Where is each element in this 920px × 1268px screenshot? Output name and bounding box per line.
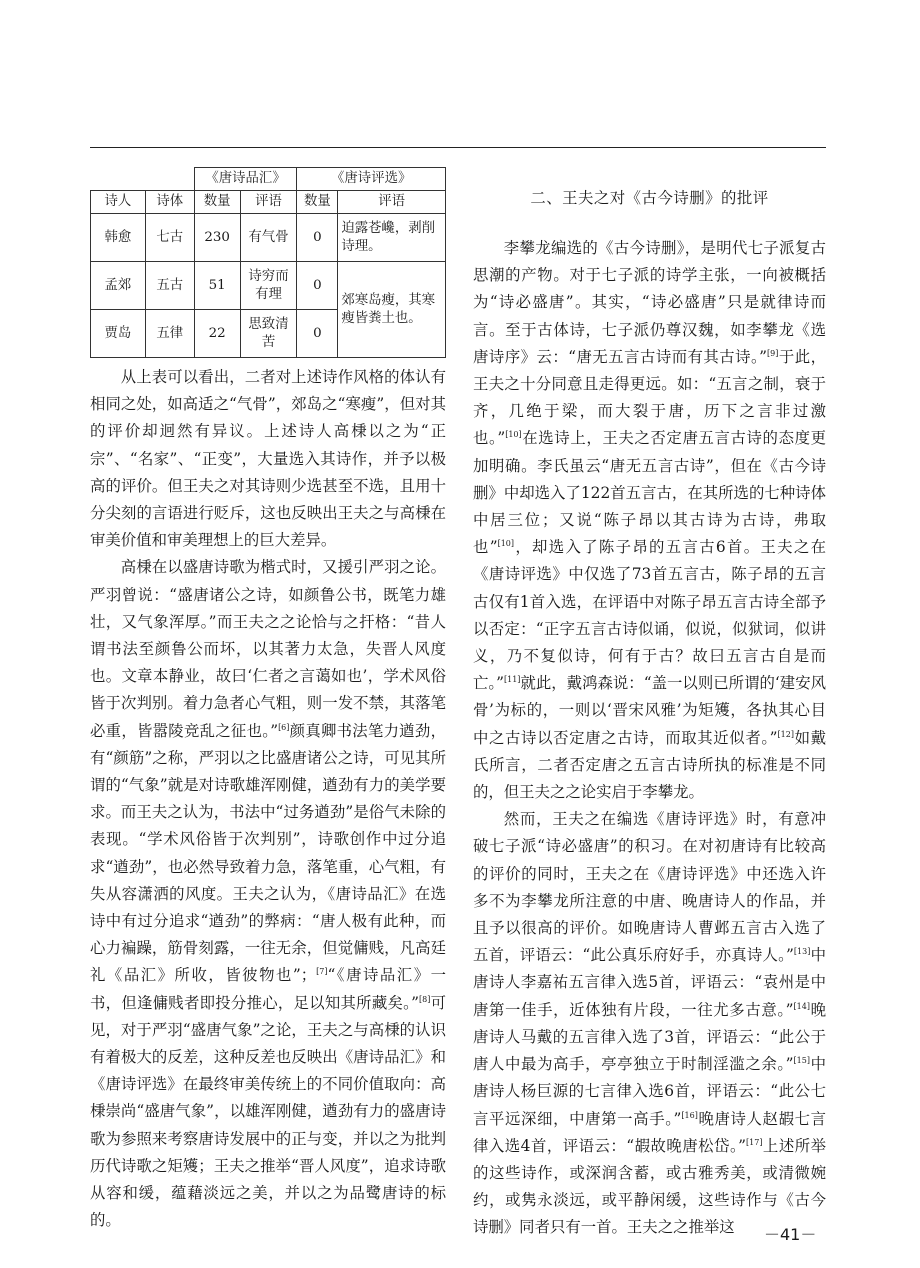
paragraph: 高棅在以盛唐诗歌为楷式时，又援引严羽之论。严羽曾说：“盛唐诸公之诗，如颜鲁公书，既笔力雄壮，又气象浑厚。”而王夫之之论恰与之扞格：“昔人谓书法至颜鲁公而坏，以其著力太急，失晋人风度也。文章本静业，故曰‘仁者之言蔼如也’，学术风俗皆于次判别。着力急者心气粗，则一发不禁，其落笔必重，皆嚣陵竞乱之征也。”[6]颜真卿书法笔力遒劲，有“颜筋”之称，严羽以之比盛唐诸公之诗，可见其所谓的“气象”就是对诗歌雄浑刚健，遒劲有力的美学要求。而王夫之认为，书法中“过务遒劲”是俗气未除的表现。“学术风俗皆于次判别”，诗歌创作中过分追求“遒劲”，也必然导致着力急，落笔重，心气粗，有失从容潇洒的风度。王夫之认为，《唐诗品汇》在选诗中有过分追求“遒劲”的弊病：“唐人极有此种，而心力褊躁，筋骨刻露，一往无余，但觉傭贱，凡高廷礼《品汇》所收，皆彼物也”；[7]“《唐诗品汇》一书，但逢傭贱者即投分推心，足以知其所藏矣。”[8]可见，对于严羽“盛唐气象”之论，王夫之与高棅的认识有着极大的反差，这种反差也反映出《唐诗品汇》和《唐诗评选》在最终审美传统上的不同价值取向：高棅崇尚“盛唐气象”，以雄浑刚健，遒劲有力的盛唐诗歌为参照来考察唐诗发展中的正与变，并以之为批判历代诗歌之矩矱；王夫之推举“晋人风度”，追求诗歌从容和缓，蕴藉淡远之美，并以之为品鹭唐诗的标的。 — [90, 558, 446, 1230]
column-header: 数量 — [194, 191, 240, 214]
table-cell: 有气骨 — [240, 214, 297, 262]
table-cell: 思致清苦 — [240, 310, 297, 358]
table-column-header-row — [91, 191, 446, 214]
citation-marker: [13] — [793, 947, 811, 957]
table-cell: 韩愈 — [91, 214, 146, 262]
group-header-pinhui: 《唐诗品汇》 — [194, 168, 297, 191]
table-cell: 孟郊 — [91, 262, 146, 310]
right-column — [473, 235, 826, 1242]
comparison-table — [90, 167, 446, 358]
citation-marker: [11] — [504, 675, 521, 685]
column-header: 评语 — [338, 191, 446, 214]
header-rule — [90, 147, 826, 148]
paragraph: 从上表可以看出，二者对上述诗作风格的体认有相同之处，如高适之“气骨”，郊岛之“寒瘦”，但对其的评价却迥然有异议。上述诗人高棅以之为“正宗”、“名家”、“正变”，大量选入其诗作，并予以极高的评价。但王夫之对其诗则少选甚至不选，且用十分尖刻的言语进行贬斥，这也反映出王夫之与高棅在审美价值和审美理想上的巨大差异。 — [90, 368, 446, 550]
left-column — [90, 364, 446, 1235]
citation-marker: [10] — [497, 539, 515, 549]
table-cell: 贾岛 — [91, 310, 146, 358]
citation-marker: [10] — [505, 430, 522, 440]
page-number: －41－ — [764, 1225, 817, 1244]
table-cell: 230 — [194, 214, 240, 262]
table-cell: 五律 — [145, 310, 194, 358]
table-row — [91, 214, 446, 262]
table-row — [91, 262, 446, 310]
table-cell: 诗穷而有理 — [240, 262, 297, 310]
paragraph: 李攀龙编选的《古今诗删》，是明代七子派复古思潮的产物。对于七子派的诗学主张，一向被概括为“诗必盛唐”。其实，“诗必盛唐”只是就律诗而言。至于古体诗，七子派仍尊汉魏，如李攀龙《选唐诗序》云：“唐无五言古诗而有其古诗。”[9]于此，王夫之十分同意且走得更远。如：“五言之制，衰于齐，几绝于梁，而大裂于唐，历下之言非过激也。”[10]在选诗上，王夫之否定唐五言古诗的态度更加明确。李氏虽云“唐无五言古诗”，但在《古今诗删》中却选入了122首五言古，在其所选的七种诗体中居三位；又说“陈子昂以其古诗为古诗，弗取也”[10]，却选入了陈子昂的五言古6首。王夫之在《唐诗评选》中仅选了73首五言古，陈子昂的五言古仅有1首入选，在评语中对陈子昂五言古诗全部予以否定：“正字五言古诗似诵，似说，似狱词，似讲义，乃不复似诗，何有于古？故曰五言古自是而亡。”[11]就此，戴鸿森说：“盖一以则已所谓的‘建安风骨’为标的，一则以‘晋宋风雅’为矩矱，各执其心目中之古诗以否定唐之古诗，而取其近似者。”[12]如戴氏所言，二者否定唐之五言古诗所执的标准是不同的，但王夫之之论实启于李攀龙。 — [473, 239, 827, 802]
table-cell: 51 — [194, 262, 240, 310]
column-header: 诗人 — [91, 191, 146, 214]
table-cell: 迫露苍巉，剥削诗理。 — [338, 214, 446, 262]
table-corner — [91, 168, 195, 191]
paragraph: 然而，王夫之在编选《唐诗评选》时，有意冲破七子派“诗必盛唐”的积习。在对初唐诗有比较高的评价的同时，王夫之在《唐诗评选》中还选入许多不为李攀龙所注意的中唐、晚唐诗人的作品，并且予以很高的评价。如晚唐诗人曹邺五言古入选了五首，评语云：“此公真乐府好手，亦真诗人。”[13]中唐诗人李嘉祐五言律入选5首，评语云：“袁州是中唐第一佳手，近体独有片段，一往尤多古意。”[14]晚唐诗人马戴的五言律入选了3首，评语云：“此公于唐人中最为高手，亭亭独立于时制淫滥之余。”[15]中唐诗人杨巨源的七言律入选6首，评语云：“此公七言平远深细，中唐第一高手。”[16]晚唐诗人赵嘏七言律入选4首，评语云：“嘏故晚唐松岱。”[17]上述所举的这些诗作，或深润含蓄，或古雅秀美，或清微婉约，或隽永淡远，或平静闲缓，这些诗作与《古今诗删》同者只有一首。王夫之之推举这 — [473, 810, 826, 1237]
column-header: 诗体 — [145, 191, 194, 214]
table-cell: 0 — [297, 310, 338, 358]
citation-marker: [15] — [793, 1055, 810, 1065]
citation-marker: [16] — [681, 1110, 698, 1120]
citation-marker: [9] — [767, 348, 779, 358]
table-cell: 0 — [297, 262, 338, 310]
citation-marker: [17] — [746, 1137, 763, 1147]
citation-marker: [6] — [278, 722, 290, 732]
table-cell: 22 — [194, 310, 240, 358]
column-header: 数量 — [297, 191, 338, 214]
table-cell: 七古 — [145, 214, 194, 262]
citation-marker: [12] — [777, 729, 794, 739]
citation-marker: [14] — [793, 1001, 810, 1011]
citation-marker: [8] — [418, 994, 431, 1004]
table-cell: 0 — [297, 214, 338, 262]
citation-marker: [7] — [316, 967, 328, 977]
table-group-header-row — [91, 168, 446, 191]
column-header: 评语 — [240, 191, 297, 214]
merged-comment-cell: 郊寒岛瘦，其寒瘦皆粪土也。 — [338, 262, 446, 358]
section-heading: 二、王夫之对《古今诗删》的批评 — [530, 189, 769, 207]
table-cell: 五古 — [145, 262, 194, 310]
group-header-pingxuan: 《唐诗评选》 — [297, 168, 446, 191]
